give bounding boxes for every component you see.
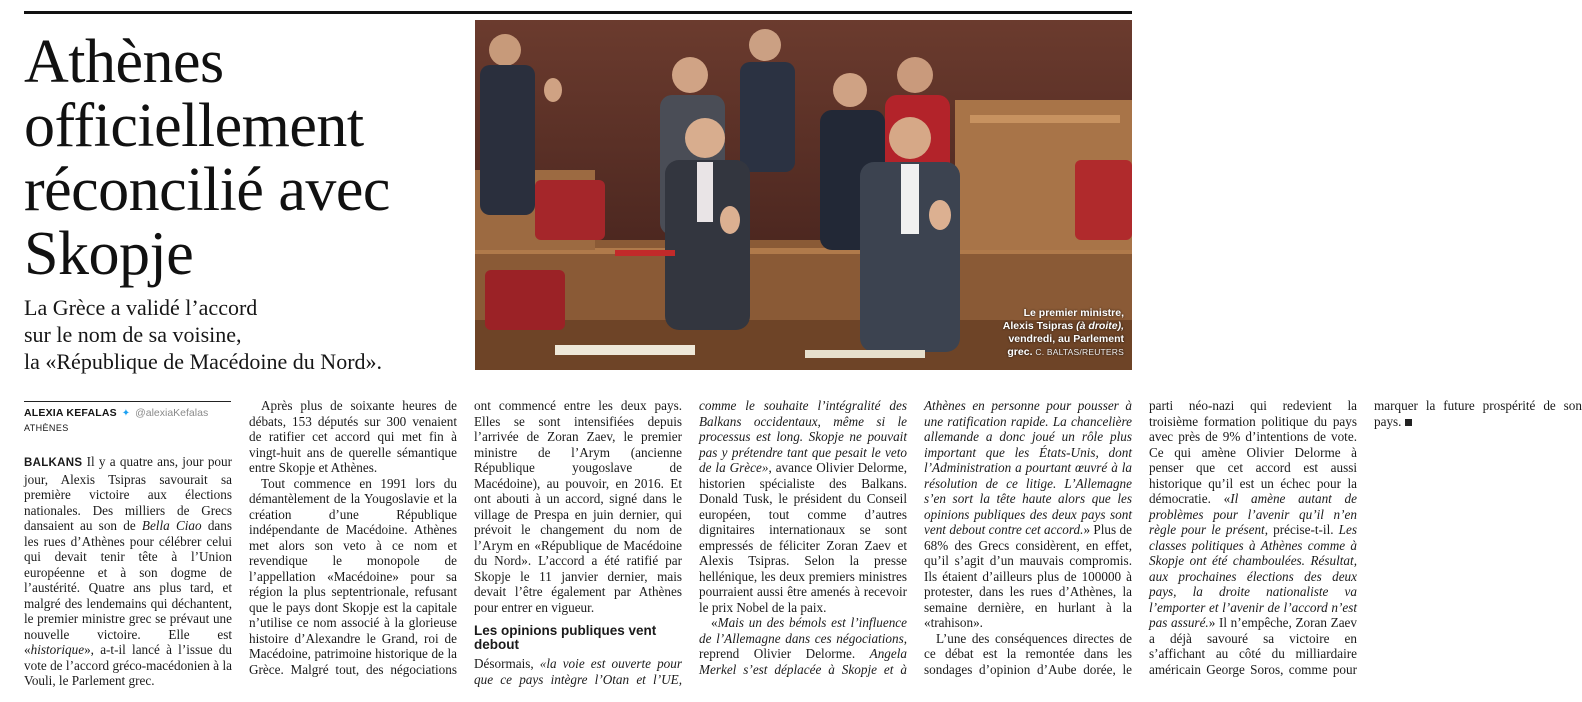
text-run: , reprend Olivier Delorme. [699,630,907,661]
text-run: », a-t-il lancé à l’issue du vote de l’accord gréco-macédonien à la Vouli, le Parlement grec. [24,642,232,688]
standfirst-line: La Grèce a validé l’accord [24,295,258,320]
text-run: Désormais, [474,656,540,671]
standfirst-line: la «République de Macédoine du Nord». [24,349,383,374]
headline: Athènes officiellement réconcilié avec Skopje [24,28,390,288]
article-paragraph [24,454,232,689]
text-run: » Plus de 68% des Grecs considèrent, en effet, qu’il s’agit d’un mauvais compromis. Ils étaient d’ailleurs plus de 100000 à protester, dans les rues d’Athènes, la semaine dernière, en hurlant à la «trahison». [924,522,1132,630]
author-name: ALEXIA KEFALAS [24,407,117,419]
caption-line: Le premier ministre, [1023,307,1124,319]
text-run: «la voie est ouverte pour que ce pays intègre l’Otan et l’UE, comme le souhaite l’intégralité des Balkans occidentaux, même si le processus est long. Skopje ne pouvait pas y prétendre tant que pesait le veto de la Grèce» [474,398,907,687]
twitter-bird-icon: ✦ [121,408,131,419]
text-run: , avance Olivier Delorme, historien spécialiste des Balkans. Donald Tusk, le président du Conseil européen, tout comme d’autres dignitaires internationaux se sont empressés de féliciter Zoran Zaev et Alexis Tsipras. Selon la presse hellénique, les deux premiers ministres pourraient aussi être amenés à recevoir le prix Nobel de la paix. [699,460,908,615]
lead-word: BALKANS [24,457,83,469]
parliament-photo [475,20,1132,370]
byline-spacer [24,398,232,454]
standfirst-line: sur le nom de sa voisine, [24,322,242,347]
text-run: L’une des conséquences directes de ce débat est la remontée dans les sondages d’opinion d’Aube dorée, le parti néo-nazi qui redevient la troisième formation politique du pays avec près de 9% d’intentions de vote. Ce qui amène Olivier Delorme à penser que cet accord est aussi historique qu’il est un échec pour la démocratie. « [924,398,1357,677]
caption-line: (à droite), [1076,320,1124,332]
text-run: Angela Merkel s’est déplacée à Skopje et à Athènes en personne pour pousser à une ratification rapide. La chancelière allemande a donc joué un rôle plus important que les États-Unis, dont l’Administration a pourtant œuvré à la résolution de ce litige. L’Allemagne s’en sort la tête haute alors que les opinions publiques des deux pays sont vent debout contre cet accord. [699,398,1132,677]
text-run: Bella Ciao [141,518,202,533]
dateline-place: ATHÈNES [24,423,69,433]
text-run: historique [30,642,85,657]
text-run: Les classes politiques à Athènes comme à Skopje ont été chamboulées. Résultat, aux prochaines élections des deux pays, la droite nationaliste va l’emporter et l’avenir de l’accord n’est pas assuré. [1149,522,1357,630]
article-body [24,398,1582,690]
text-run: Il y a quatre ans, jour pour jour, Alexis Tsipras savourait sa première victoire aux élections nationales. Des milliers de Grecs dansaient au son de [24,454,232,533]
photo-caption [924,307,1124,359]
text-run: Mais un des bémols est l’influence de l’Allemagne dans ces négociations [699,615,907,646]
end-of-article-mark [1405,419,1412,426]
text-run: « [711,615,718,630]
caption-line: Alexis Tsipras [1002,320,1074,332]
author-twitter-link[interactable]: @alexiaKefalas [135,407,209,419]
article-paragraph: Après plus de soixante heures de débats, 153 députés sur 300 venaient de ratifier cet accord qui met fin à vingt-huit ans de querelle sémantique entre Skopje et Athènes. [249,398,457,475]
text-run: dans les rues d’Athènes pour célébrer celui qui devait tenir tête à l’Union européenne et à son dogme de l’austérité. Quatre ans plus tard, et malgré des lendemains qui déchantent, le premier ministre grec se prévaut une nouvelle victoire. Elle est « [24,518,232,657]
photo-credit: C. BALTAS/REUTERS [1035,347,1124,357]
caption-line: grec. [1007,346,1033,358]
article-paragraph: Tout commence en 1991 lors du démantèlement de la Yougoslavie et la création d’une République indépendante de Macédoine. Athènes met alors son veto à ce nom et revendique le monopole de l’appellation «Macédoine» pour sa région la plus septentrionale, refusant que le pays dont Skopje est la capitale n’utilise ce nom associé à la glorieuse histoire d’Alexandre le Grand, roi de Macédoine, patrimoine historique de la Grèce. Malgré tout, des négociations ont commencé entre les deux pays. Elles se sont intensifiées depuis l’arrivée de Zoran Zaev, le premier ministre de l’Arym (ancienne République yougoslave de Macédoine), au pouvoir, en 2016. Et ont abouti à un accord, signé dans le village de Prespa en juin dernier, qui prévoit le changement du nom de l’Arym en «République de Macédoine du Nord». L’accord a été ratifié par Skopje le 11 janvier dernier, mais devait l’être également par Athènes pour entrer en vigueur. [249,398,682,677]
standfirst [24,294,464,375]
section-subhead: Les opinions publiques vent debout [474,623,657,652]
caption-line: vendredi, au Parlement [1008,333,1124,345]
top-rule [24,11,1132,14]
text-run: Il amène autant de problèmes pour l’avenir qu’il n’en règle pour le présent [1149,491,1358,537]
text-run: , précise-t-il. [1264,522,1339,537]
text-run: » Il n’empêche, Zoran Zaev a déjà savouré sa victoire en s’affichant au côté du milliardaire américain George Soros, comme pour marquer la future prospérité de son pays. [1149,398,1582,677]
